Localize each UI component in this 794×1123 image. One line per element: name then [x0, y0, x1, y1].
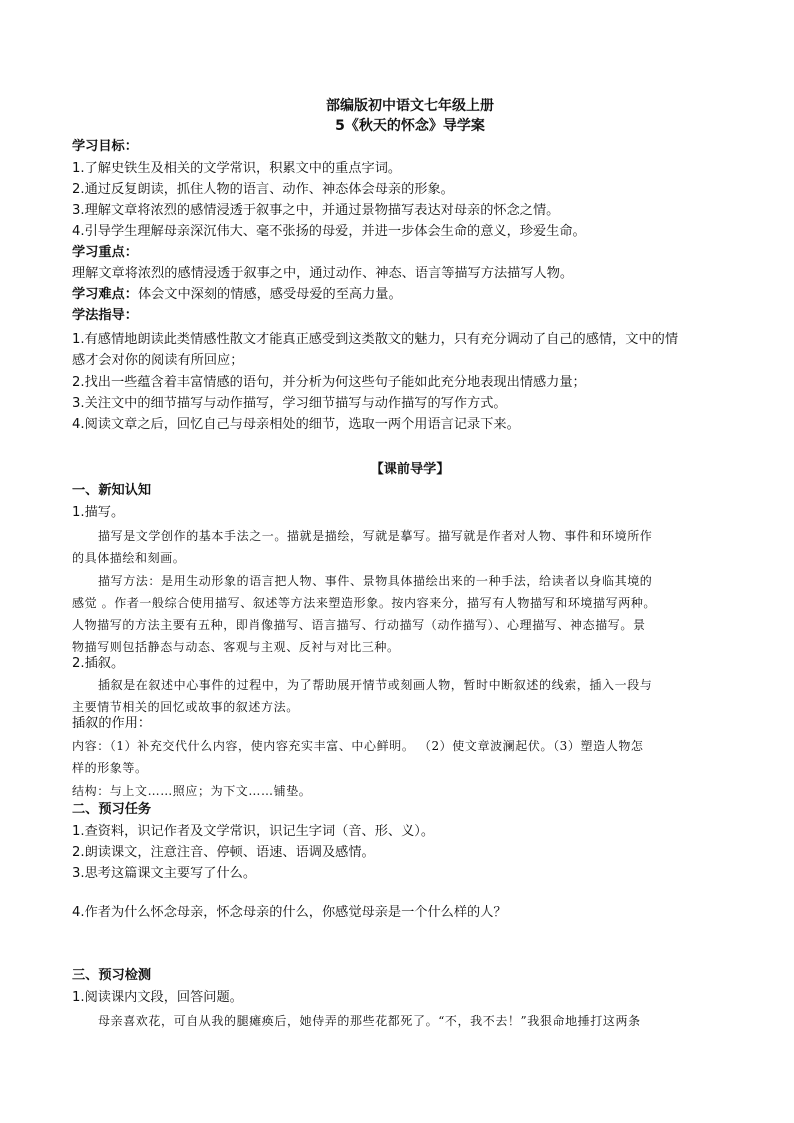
guidance-line-3: 2.找出一些蕴含着丰富情感的语句，并分析为何这些句子能如此充分地表现出情感力量；	[72, 375, 586, 390]
doc-title-2: 5《秋天的怀念》导学案	[335, 118, 485, 134]
goal-item-1: 1.了解史铁生及相关的文学常识，积累文中的重点字词。	[72, 161, 402, 176]
difficulty-label: 学习难点：	[72, 287, 138, 302]
section2-heading: 二、预习任务	[72, 802, 152, 817]
guidance-line-5: 4.阅读文章之后，回忆自己与母亲相处的细节，选取一两个用语言记录下来。	[72, 417, 520, 432]
goal-item-4: 4.引导学生理解母亲深沉伟大、毫不张扬的母爱，并进一步体会生命的意义，珍爱生命。	[72, 224, 586, 239]
guidance-line-1: 1.有感情地朗读此类情感性散文才能真正感受到这类散文的魅力，只有充分调动了自己的感情，文中的情	[72, 332, 679, 347]
desc-line-1: 描写是文学创作的基本手法之一。描就是描绘，写就是摹写。描写就是作者对人物、事件和环境所作	[98, 529, 653, 543]
section1-heading: 一、新知认知	[72, 483, 152, 498]
insert-role-label: 插叙的作用：	[72, 716, 152, 731]
difficulty-text: 体会文中深刻的情感，感受母爱的至高力量。	[137, 287, 402, 302]
goal-item-2: 2.通过反复朗读，抓住人物的语言、动作、神态体会母亲的形象。	[72, 182, 454, 197]
item-description: 1.描写。	[72, 505, 125, 520]
key-points-text: 理解文章将浓烈的感情浸透于叙事之中，通过动作、神态、语言等描写方法描写人物。	[72, 266, 574, 281]
method-line-2: 感觉 。作者一般综合使用描写、叙述等方法来塑造形象。按内容来分，描写有人物描写和环境描写两种。	[72, 596, 657, 610]
structure-line: 结构：与上文……照应；为下文……铺垫。	[72, 784, 312, 798]
goals-heading: 学习目标：	[72, 139, 138, 154]
task-4: 4.作者为什么怀念母亲，怀念母亲的什么，你感觉母亲是一个什么样的人？	[72, 905, 507, 920]
insert-line-2: 主要情节相关的回忆或故事的叙述方法。	[72, 700, 299, 714]
task-2: 2.朗读课文，注意注音、停顿、语速、语调及感情。	[72, 845, 375, 860]
insert-line-1: 插叙是在叙述中心事件的过程中，为了帮助展开情节或刻画人物，暂时中断叙述的线索，插入一段与	[98, 678, 653, 692]
task-3: 3.思考这篇课文主要写了什么。	[72, 866, 257, 881]
method-line-4: 物描写则包括静态与动态、客观与主观、反衬与对比三种。	[72, 640, 400, 654]
guidance-line-2: 感才会对你的阅读有所回应；	[72, 353, 244, 368]
method-line-1: 描写方法：是用生动形象的语言把人物、事件、景物具体描绘出来的一种手法，给读者以身临其境的	[98, 574, 653, 588]
guidance-heading: 学法指导：	[72, 308, 138, 323]
goal-item-3: 3.理解文章将浓烈的感情浸透于叙事之中，并通过景物描写表达对母亲的怀念之情。	[72, 203, 560, 218]
check-1: 1.阅读课内文段，回答问题。	[72, 990, 243, 1005]
desc-line-2: 的具体描绘和刻画。	[72, 551, 186, 565]
content-line-2: 样的形象等。	[72, 761, 148, 775]
difficulty-line	[72, 287, 402, 303]
task-1: 1.查资料，识记作者及文学常识，识记生字词（音、形、义）。	[72, 824, 435, 839]
method-line-3: 人物描写的方法主要有五种，即肖像描写、语言描写、行动描写（动作描写）、心理描写、神态描写。景	[72, 618, 646, 632]
content-line-1: 内容：（1）补充交代什么内容，使内容充实丰富、中心鲜明。 （2）使文章波澜起伏。（3）塑造人物怎	[72, 739, 644, 753]
preclass-banner: 【课前导学】	[370, 462, 450, 477]
item-insertion: 2.插叙。	[72, 656, 125, 671]
section3-heading: 三、预习检测	[72, 968, 152, 983]
guidance-line-4: 3.关注文中的细节描写与动作描写，学习细节描写与动作描写的写作方式。	[72, 396, 507, 411]
doc-title-1: 部编版初中语文七年级上册	[326, 98, 494, 114]
key-points-heading: 学习重点：	[72, 245, 138, 260]
passage-line-1: 母亲喜欢花，可自从我的腿瘫痪后，她侍弄的那些花都死了。“不，我不去！”我狠命地捶打这两条	[98, 1014, 641, 1028]
